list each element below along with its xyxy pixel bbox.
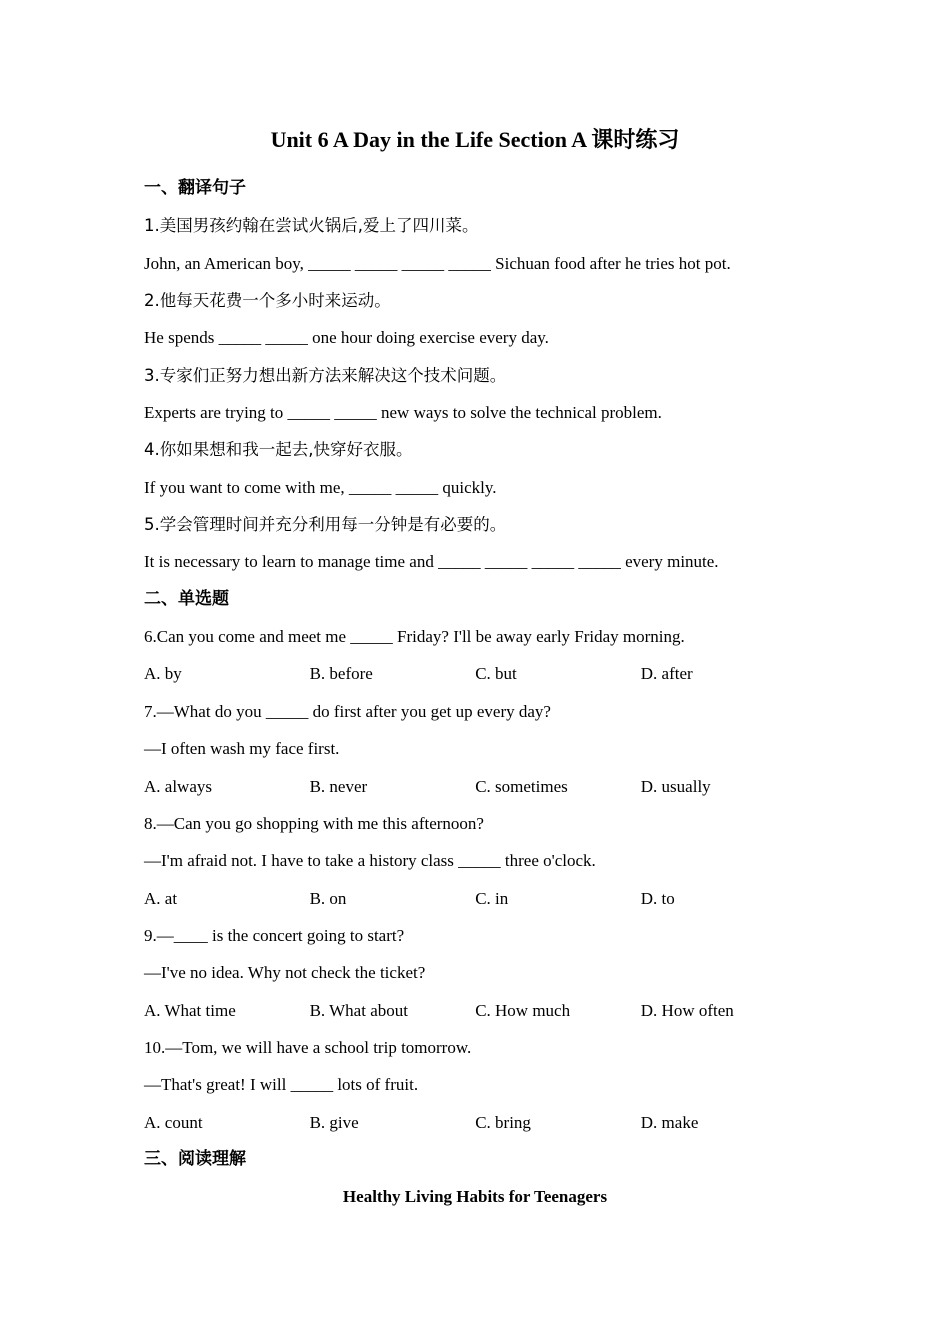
option-c: C. bring: [475, 1112, 531, 1132]
section-heading-translation: 一、翻译句子: [144, 178, 246, 198]
question-8-reply: —I'm afraid not. I have to take a history class _____ three o'clock.: [144, 851, 596, 871]
translation-4-english: If you want to come with me, _____ _____ quickly.: [144, 477, 497, 497]
question-9-reply: —I've no idea. Why not check the ticket?: [144, 963, 426, 983]
option-c: C. sometimes: [475, 776, 568, 796]
question-9-options: [144, 992, 824, 1029]
option-d: D. How often: [640, 1000, 734, 1020]
option-a: A. always: [144, 776, 212, 796]
translation-5-english: It is necessary to learn to manage time and _____ _____ _____ _____ every minute.: [144, 552, 719, 572]
option-c: C. How much: [475, 1000, 571, 1020]
option-b: B. What about: [309, 1000, 408, 1020]
question-7-reply: —I often wash my face first.: [144, 739, 340, 759]
question-6-options: [144, 655, 824, 692]
translation-2-chinese: 2.他每天花费一个多小时来运动。: [144, 291, 391, 311]
translation-4-chinese: 4.你如果想和我一起去,快穿好衣服。: [144, 440, 413, 460]
option-c: C. in: [475, 888, 509, 908]
section-heading-reading: 三、阅读理解: [144, 1148, 246, 1169]
question-10-options: [144, 1104, 824, 1141]
option-a: A. at: [144, 888, 178, 908]
option-b: B. before: [309, 664, 373, 684]
option-d: D. usually: [640, 776, 711, 796]
option-b: B. on: [309, 888, 347, 908]
option-d: D. make: [640, 1112, 699, 1132]
worksheet-content: [144, 170, 824, 1216]
translation-5-chinese: 5.学会管理时间并充分利用每一分钟是有必要的。: [144, 515, 507, 535]
option-c: C. but: [475, 664, 517, 684]
translation-1-chinese: 1.美国男孩约翰在尝试火锅后,爱上了四川菜。: [144, 216, 479, 236]
question-10-stem: 10.—Tom, we will have a school trip tomorrow.: [144, 1037, 472, 1057]
option-d: D. to: [640, 888, 675, 908]
question-7-stem: 7.—What do you _____ do first after you get up every day?: [144, 701, 551, 721]
translation-3-chinese: 3.专家们正努力想出新方法来解决这个技术问题。: [144, 365, 507, 385]
page-title: Unit 6 A Day in the Life Section A 课时练习: [270, 127, 680, 152]
question-6-stem: 6.Can you come and meet me _____ Friday? I'll be away early Friday morning.: [144, 627, 685, 647]
translation-1-english: John, an American boy, _____ _____ _____ _____ Sichuan food after he tries hot pot.: [144, 253, 731, 273]
question-10-reply: —That's great! I will _____ lots of fruit.: [144, 1075, 419, 1095]
passage-title: Healthy Living Habits for Teenagers: [342, 1187, 608, 1207]
option-a: A. What time: [144, 1000, 236, 1020]
question-8-options: [144, 880, 824, 917]
option-d: D. after: [640, 664, 693, 684]
option-b: B. never: [309, 776, 368, 796]
question-8-stem: 8.—Can you go shopping with me this afternoon?: [144, 813, 484, 833]
question-7-options: [144, 768, 824, 805]
option-a: A. by: [144, 664, 182, 684]
option-a: A. count: [144, 1112, 203, 1132]
translation-3-english: Experts are trying to _____ _____ new ways to solve the technical problem.: [144, 403, 662, 423]
option-b: B. give: [309, 1112, 359, 1132]
question-9-stem: 9.—____ is the concert going to start?: [144, 925, 405, 945]
section-heading-single-choice: 二、单选题: [144, 588, 229, 609]
translation-2-english: He spends _____ _____ one hour doing exercise every day.: [144, 328, 549, 348]
